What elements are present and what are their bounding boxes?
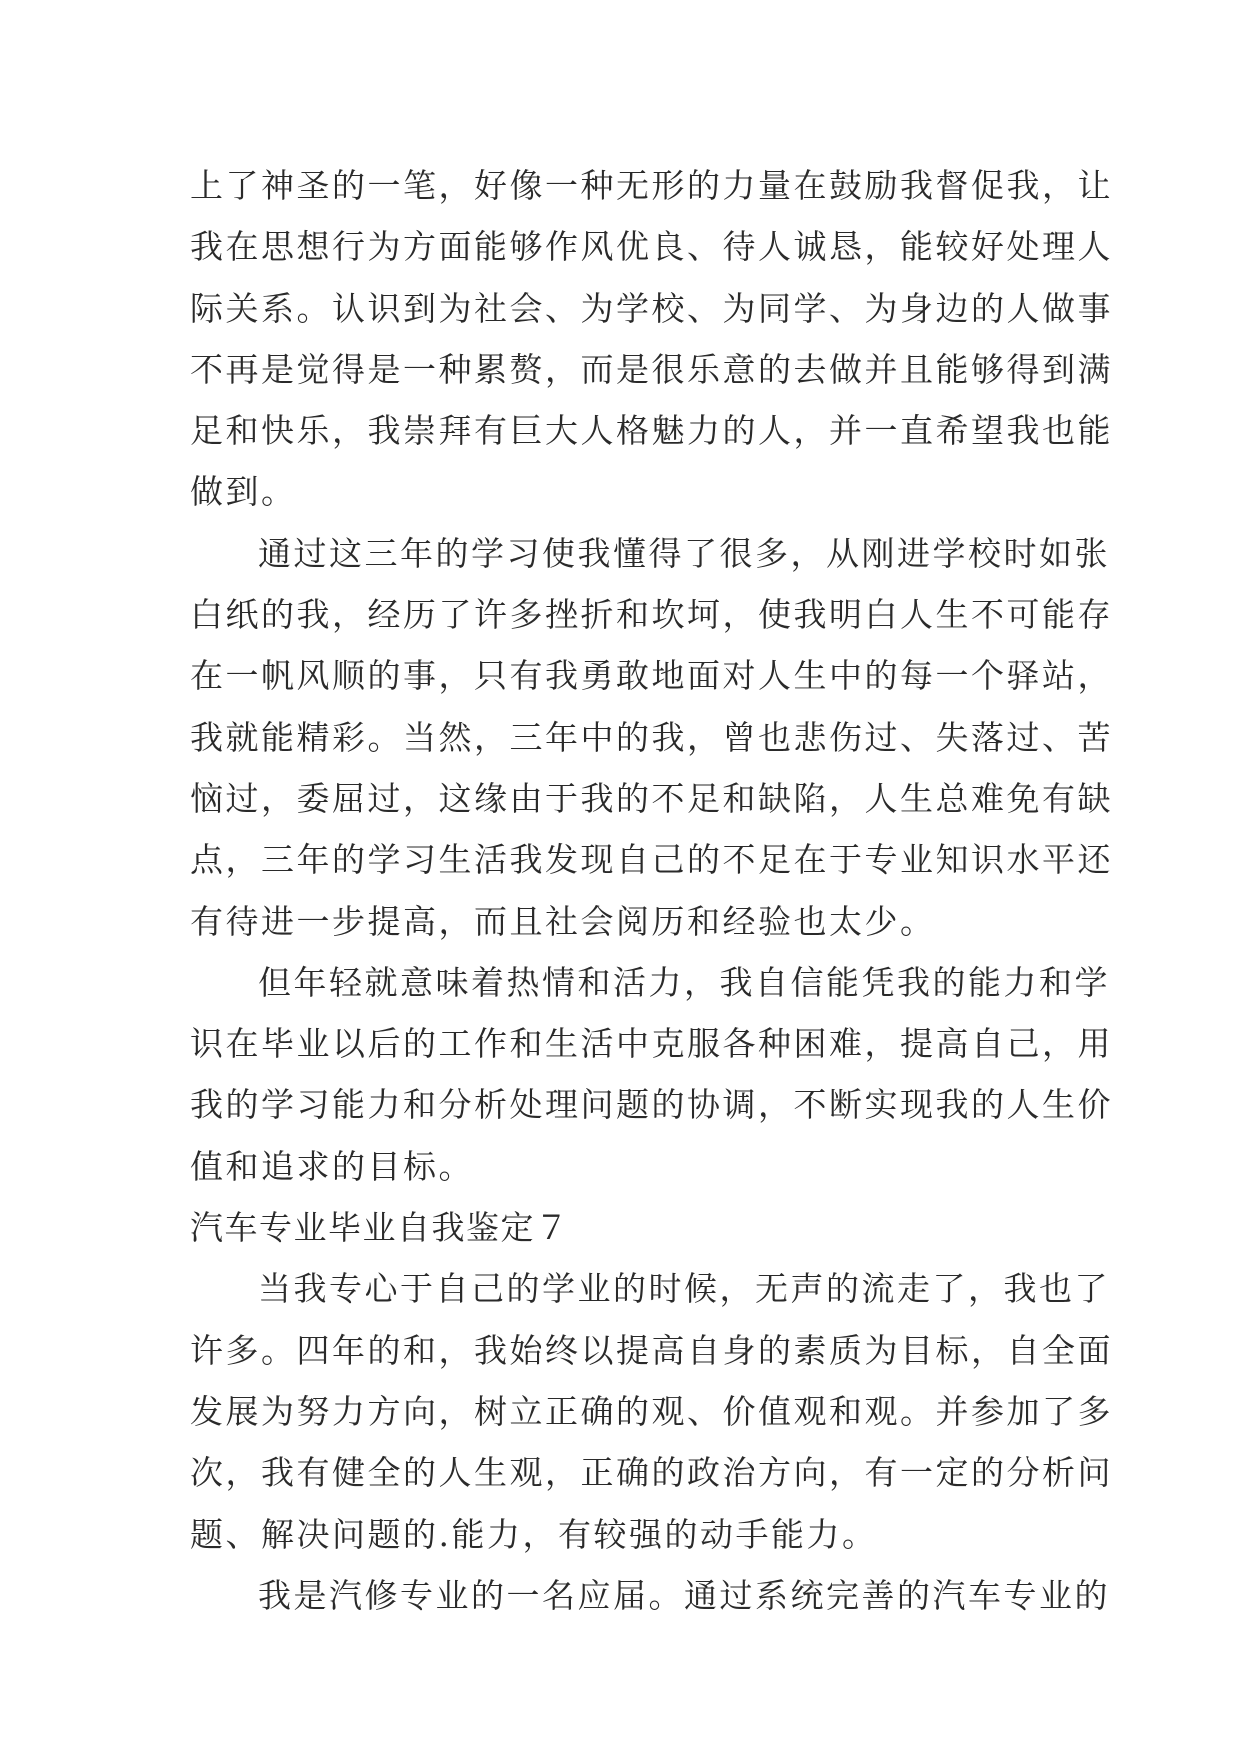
text-line: 在一帆风顺的事，只有我勇敢地面对人生中的每一个驿站， — [190, 656, 1113, 696]
paragraph-2 — [190, 523, 1113, 952]
text-line: 题、解决问题的.能力，有较强的动手能力。 — [190, 1514, 878, 1554]
text-line: 识在毕业以后的工作和生活中克服各种困难，提高自己，用 — [190, 1024, 1113, 1064]
section-title: 汽车专业毕业自我鉴定７ — [190, 1208, 570, 1248]
text-line: 做到。 — [190, 472, 297, 512]
text-line: 当我专心于自己的学业的时候，无声的流走了，我也了 — [258, 1269, 1110, 1309]
text-line: 白纸的我，经历了许多挫折和坎坷，使我明白人生不可能存 — [190, 595, 1113, 635]
text-line: 足和快乐，我崇拜有巨大人格魅力的人，并一直希望我也能 — [190, 411, 1113, 451]
text-line: 上了神圣的一笔，好像一种无形的力量在鼓励我督促我，让 — [190, 166, 1113, 205]
text-line: 际关系。认识到为社会、为学校、为同学、为身边的人做事 — [190, 288, 1113, 328]
section-heading — [190, 1197, 1070, 1258]
text-line: 次，我有健全的人生观，正确的政治方向，有一定的分析问 — [190, 1453, 1113, 1493]
text-line: 许多。四年的和，我始终以提高自身的素质为目标，自全面 — [190, 1330, 1113, 1370]
text-line: 恼过，委屈过，这缘由于我的不足和缺陷，人生总难免有缺 — [190, 778, 1113, 818]
paragraph-4 — [190, 1258, 1113, 1564]
document-body — [190, 155, 1113, 1626]
text-line: 通过这三年的学习使我懂得了很多，从刚进学校时如张 — [258, 533, 1110, 573]
paragraph-1 — [190, 155, 1113, 523]
text-line: 点，三年的学习生活我发现自己的不足在于专业知识水平还 — [190, 840, 1113, 880]
text-line: 我就能精彩。当然，三年中的我，曾也悲伤过、失落过、苦 — [190, 717, 1113, 757]
text-line: 我是汽修专业的一名应届。通过系统完善的汽车专业的 — [258, 1575, 1110, 1615]
text-line: 发展为努力方向，树立正确的观、价值观和观。并参加了多 — [190, 1391, 1113, 1431]
text-line: 我在思想行为方面能够作风优良、待人诚恳，能较好处理人 — [190, 227, 1113, 267]
text-line: 有待进一步提高，而且社会阅历和经验也太少。 — [190, 901, 936, 941]
paragraph-5 — [190, 1565, 1110, 1626]
text-line: 值和追求的目标。 — [190, 1146, 474, 1186]
paragraph-3 — [190, 952, 1113, 1197]
text-line: 我的学习能力和分析处理问题的协调，不断实现我的人生价 — [190, 1085, 1113, 1125]
text-line: 但年轻就意味着热情和活力，我自信能凭我的能力和学 — [258, 962, 1110, 1002]
text-line: 不再是觉得是一种累赘，而是很乐意的去做并且能够得到满 — [190, 349, 1113, 389]
